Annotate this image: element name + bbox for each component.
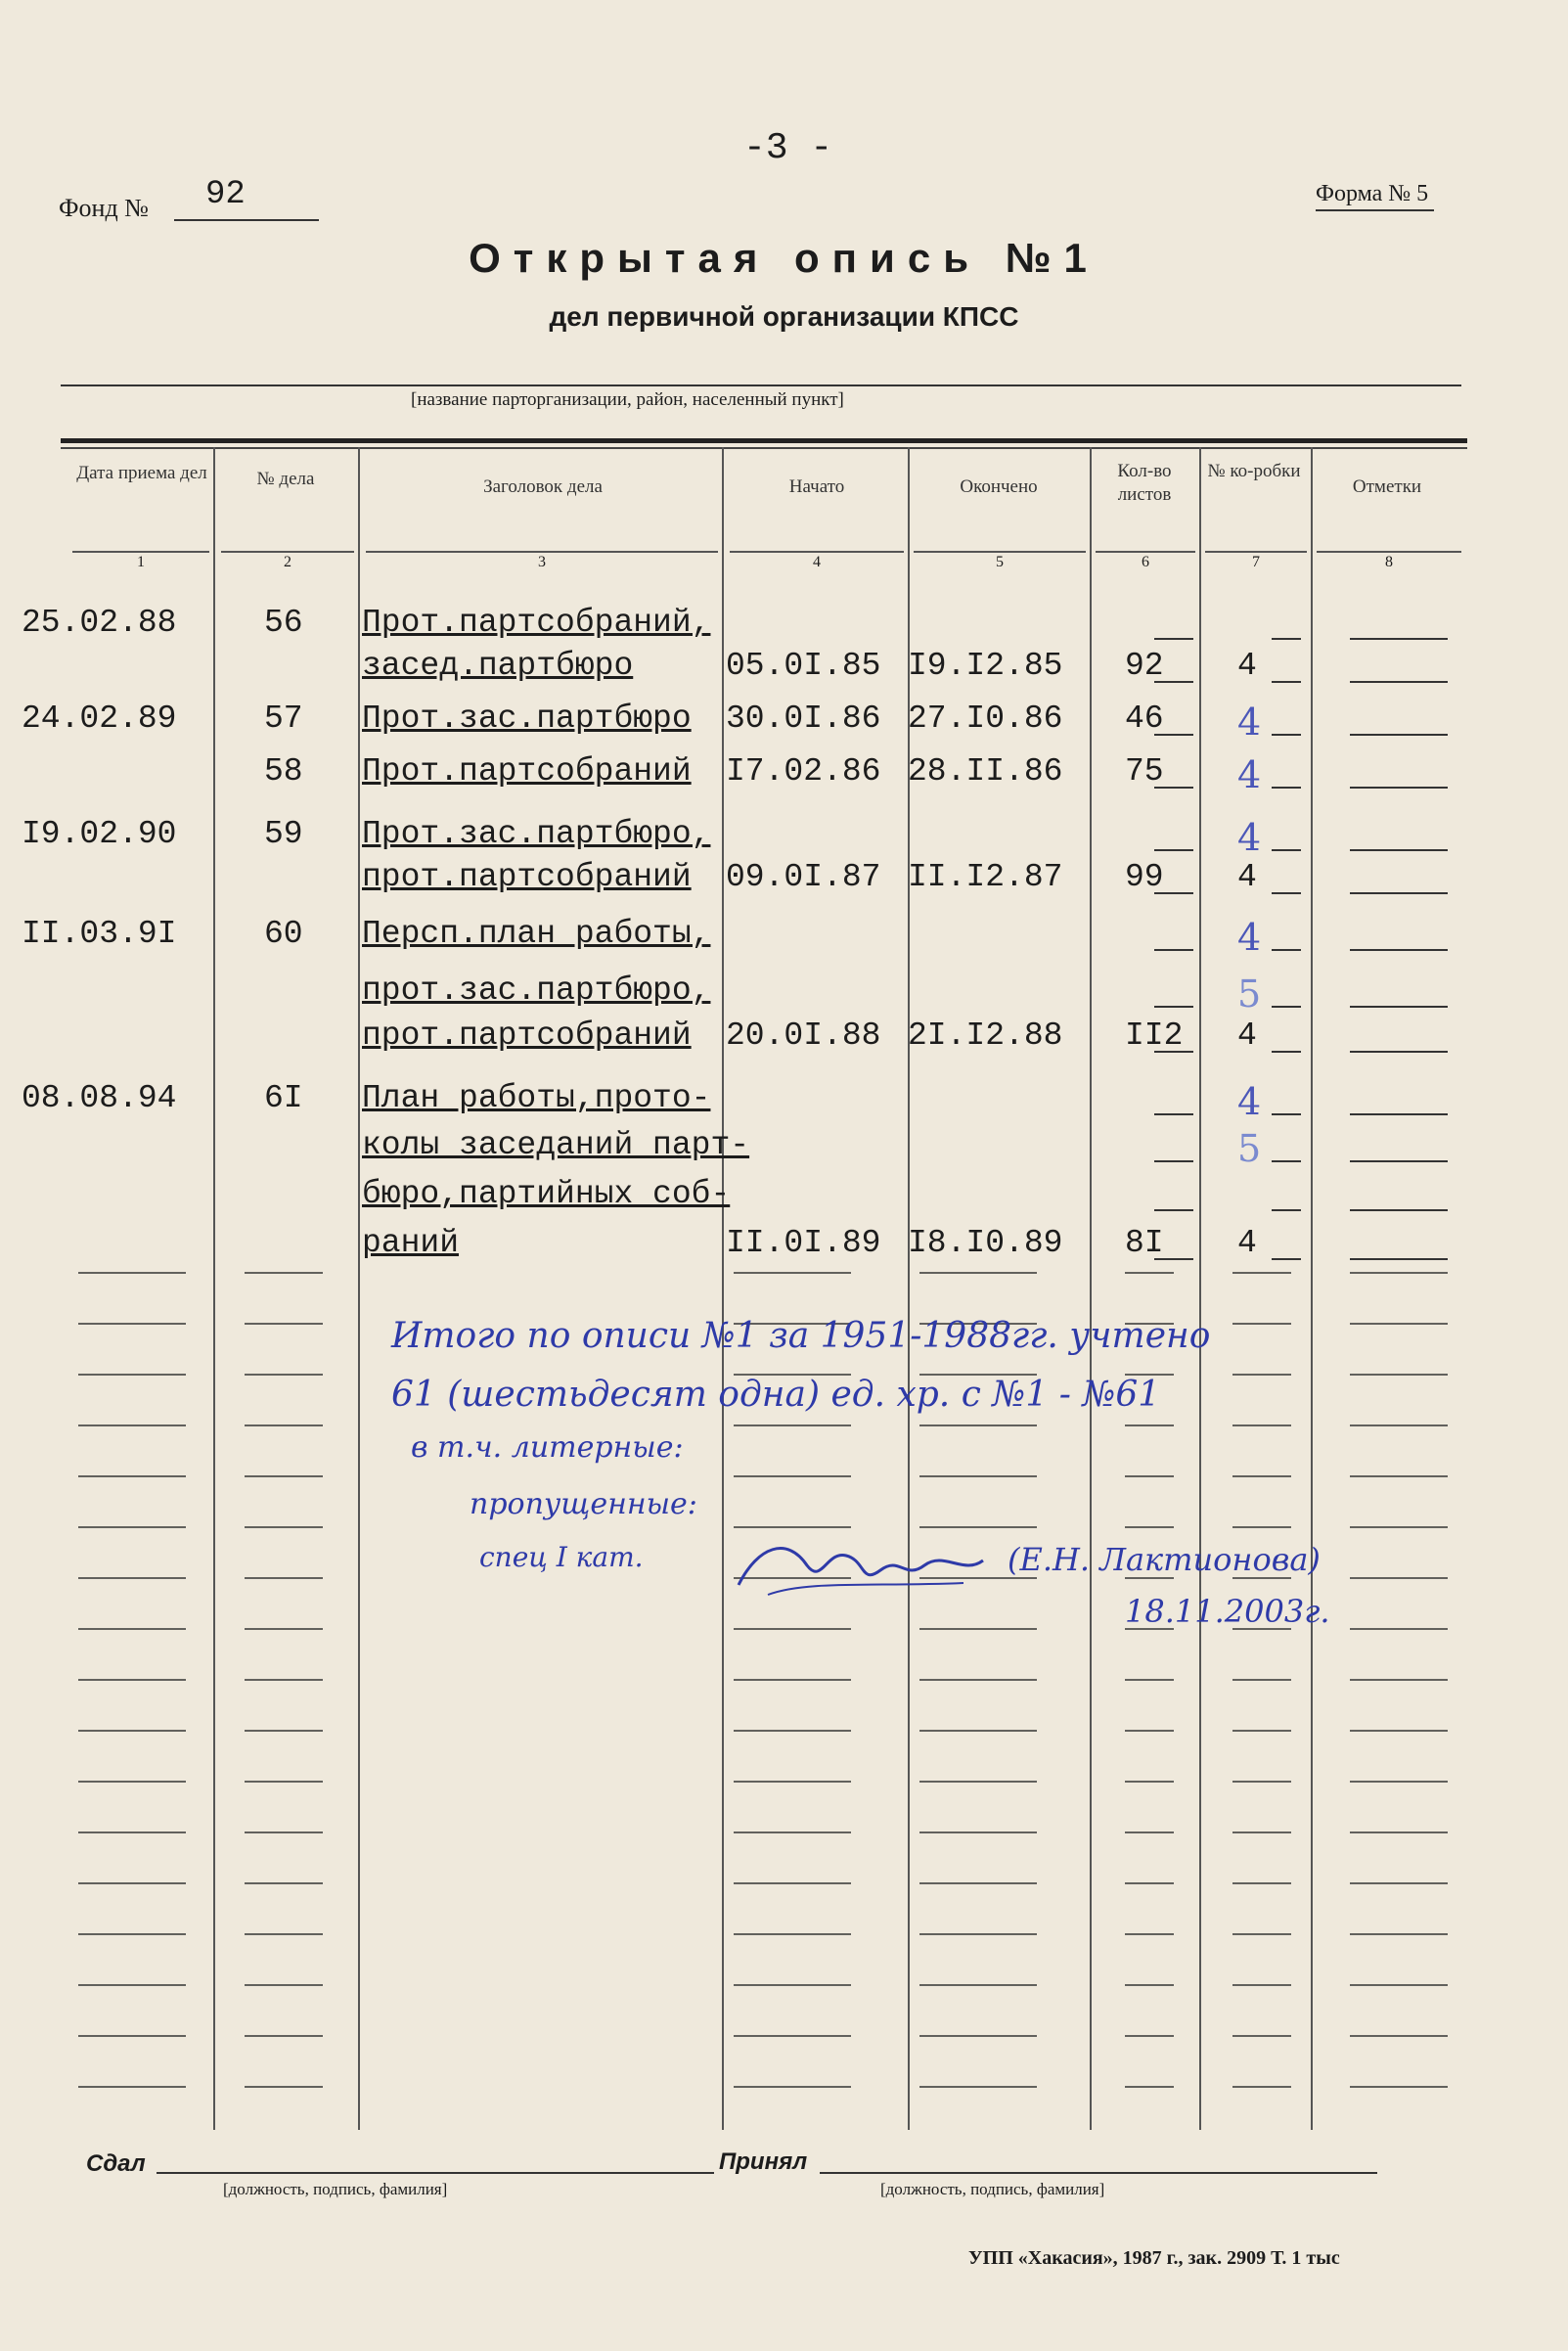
blank-dash (1350, 1577, 1448, 1579)
blank-dash (245, 1984, 323, 1986)
column-number-rule (221, 551, 354, 553)
blank-dash (1232, 1424, 1291, 1426)
blank-dash (245, 1577, 323, 1579)
date-cell: 24.02.89 (22, 701, 177, 737)
case-title-cell: раний (362, 1225, 460, 1261)
blank-dash (1232, 1730, 1291, 1732)
blank-dash (78, 1424, 186, 1426)
blank-dash (78, 1781, 186, 1783)
column-number: 3 (538, 554, 546, 570)
blank-dash (919, 1679, 1037, 1681)
blank-dash (1125, 1984, 1174, 1986)
column-divider (358, 447, 360, 2130)
box-number-cell: 5 (1237, 1127, 1262, 1170)
blank-dash (1125, 1679, 1174, 1681)
started-cell: 05.0I.85 (726, 648, 881, 684)
table-top-rule (61, 438, 1467, 443)
blank-dash (245, 1933, 323, 1935)
handwritten-position: спец I кат. (479, 1541, 644, 1573)
blank-dash (919, 1781, 1037, 1783)
blank-dash (1272, 1006, 1301, 1008)
ended-cell: II.I2.87 (908, 859, 1063, 895)
fond-label: Фонд № (59, 194, 149, 222)
handed-over-caption: [должность, подпись, фамилия] (223, 2180, 448, 2198)
case-number-cell: 58 (264, 753, 303, 790)
blank-dash (245, 1323, 323, 1325)
header-sheets: Кол-во листов (1117, 461, 1172, 505)
column-divider (1090, 447, 1092, 2130)
printer-imprint: УПП «Хакасия», 1987 г., зак. 2909 Т. 1 тыс (968, 2247, 1340, 2269)
blank-dash (78, 1628, 186, 1630)
organization-line (61, 384, 1461, 386)
box-number-cell: 4 (1237, 701, 1262, 744)
column-number: 2 (284, 554, 291, 570)
blank-dash (919, 1730, 1037, 1732)
ended-cell: 2I.I2.88 (908, 1017, 1063, 1054)
blank-dash (919, 1272, 1037, 1274)
box-number-cell: 4 (1237, 1225, 1257, 1261)
blank-dash (1125, 2035, 1174, 2037)
column-number-rule (914, 551, 1086, 553)
blank-dash (1350, 892, 1448, 894)
blank-dash (734, 1628, 851, 1630)
header-case-title: Заголовок дела (483, 476, 603, 497)
blank-dash (1350, 1258, 1448, 1260)
blank-dash (78, 1374, 186, 1376)
handwritten-total-line2: 61 (шестьдесят одна) ед. хр. с №1 - №61 (391, 1375, 1161, 1415)
box-number-cell: 4 (1237, 816, 1262, 859)
column-number: 7 (1252, 554, 1260, 570)
blank-dash (1154, 1006, 1193, 1008)
handed-over-label: Сдал (86, 2150, 146, 2177)
blank-dash (78, 1475, 186, 1477)
blank-dash (1350, 734, 1448, 736)
blank-dash (1232, 1323, 1291, 1325)
document-title: Открытая опись №1 (469, 235, 1099, 281)
header-box: № ко-робки (1207, 461, 1301, 481)
blank-dash (1350, 2086, 1448, 2088)
sheets-cell: II2 (1125, 1017, 1184, 1054)
handwritten-name: (Е.Н. Лактионова) (1008, 1541, 1321, 1578)
box-number-cell: 4 (1237, 753, 1262, 796)
case-title-cell: Прот.партсобраний, (362, 605, 711, 641)
box-number-cell: 4 (1237, 1017, 1257, 1054)
blank-dash (1232, 1984, 1291, 1986)
blank-dash (78, 2086, 186, 2088)
blank-dash (78, 1984, 186, 1986)
blank-dash (1350, 1209, 1448, 1211)
handwritten-total-line1: Итого по описи №1 за 1951-1988гг. учтено (391, 1316, 1211, 1356)
fond-underline (174, 219, 319, 221)
column-number: 1 (137, 554, 145, 570)
blank-dash (1350, 1730, 1448, 1732)
column-divider (1199, 447, 1201, 2130)
blank-dash (1350, 1374, 1448, 1376)
box-number-cell: 5 (1237, 972, 1262, 1016)
case-number-cell: 57 (264, 701, 303, 737)
blank-dash (1154, 949, 1193, 951)
blank-dash (1154, 849, 1193, 851)
blank-dash (1350, 1272, 1448, 1274)
case-title-cell: прот.партсобраний (362, 1017, 692, 1054)
handwritten-date: 18.11.2003г. (1125, 1593, 1330, 1630)
blank-dash (1125, 1882, 1174, 1884)
column-number-rule (72, 551, 209, 553)
column-divider (722, 447, 724, 2130)
received-caption: [должность, подпись, фамилия] (880, 2180, 1105, 2198)
blank-dash (734, 1831, 851, 1833)
ended-cell: 28.II.86 (908, 753, 1063, 790)
blank-dash (919, 1984, 1037, 1986)
blank-dash (1232, 2035, 1291, 2037)
column-number-rule (1205, 551, 1307, 553)
blank-dash (1272, 1209, 1301, 1211)
table-top-rule-thin (61, 447, 1467, 449)
blank-dash (245, 2086, 323, 2088)
sheets-cell: 99 (1125, 859, 1164, 895)
box-number-cell: 4 (1237, 859, 1257, 895)
column-number: 8 (1385, 554, 1393, 570)
blank-dash (919, 1628, 1037, 1630)
started-cell: II.0I.89 (726, 1225, 881, 1261)
box-number-cell: 4 (1237, 916, 1262, 959)
blank-dash (245, 2035, 323, 2037)
blank-dash (78, 1730, 186, 1732)
fond-number: 92 (205, 176, 246, 213)
blank-dash (245, 1526, 323, 1528)
blank-dash (245, 1679, 323, 1681)
blank-dash (734, 1882, 851, 1884)
header-date: Дата приема дел (76, 463, 207, 483)
organization-caption: [название парторганизации, район, населенный пункт] (411, 389, 844, 410)
column-number-rule (366, 551, 718, 553)
blank-dash (1232, 1475, 1291, 1477)
blank-dash (1125, 1475, 1174, 1477)
page-number: -3 - (743, 127, 833, 169)
blank-dash (245, 1628, 323, 1630)
blank-dash (734, 1679, 851, 1681)
blank-dash (1272, 849, 1301, 851)
blank-dash (1350, 1323, 1448, 1325)
blank-dash (78, 1679, 186, 1681)
blank-dash (1272, 1258, 1301, 1260)
blank-dash (1232, 1526, 1291, 1528)
blank-dash (1350, 1882, 1448, 1884)
blank-dash (1272, 638, 1301, 640)
case-number-cell: 56 (264, 605, 303, 641)
blank-dash (1272, 1160, 1301, 1162)
blank-dash (919, 2086, 1037, 2088)
blank-dash (919, 1475, 1037, 1477)
column-number: 5 (996, 554, 1004, 570)
blank-dash (1350, 949, 1448, 951)
blank-dash (245, 1475, 323, 1477)
started-cell: 09.0I.87 (726, 859, 881, 895)
column-number-rule (730, 551, 904, 553)
case-title-cell: Прот.зас.партбюро (362, 701, 692, 737)
blank-dash (1272, 681, 1301, 683)
blank-dash (78, 1933, 186, 1935)
blank-dash (245, 1730, 323, 1732)
started-cell: I7.02.86 (726, 753, 881, 790)
blank-dash (78, 2035, 186, 2037)
case-title-cell: колы заседаний парт- (362, 1127, 750, 1163)
blank-dash (1272, 787, 1301, 789)
sheets-cell: 75 (1125, 753, 1164, 790)
blank-dash (919, 1933, 1037, 1935)
case-number-cell: 60 (264, 916, 303, 952)
blank-dash (1350, 1831, 1448, 1833)
blank-dash (245, 1424, 323, 1426)
header-ended: Окончено (960, 476, 1038, 497)
blank-dash (1232, 1831, 1291, 1833)
column-divider (213, 447, 215, 2130)
header-notes: Отметки (1352, 476, 1422, 497)
document-subtitle: дел первичной организации КПСС (549, 301, 1019, 332)
blank-dash (1350, 1984, 1448, 1986)
column-number-rule (1317, 551, 1461, 553)
date-cell: I9.02.90 (22, 816, 177, 852)
blank-dash (1154, 1113, 1193, 1115)
blank-dash (1232, 1374, 1291, 1376)
box-number-cell: 4 (1237, 648, 1257, 684)
blank-dash (78, 1577, 186, 1579)
blank-dash (245, 1272, 323, 1274)
blank-dash (1154, 1209, 1193, 1211)
header-number: № дела (256, 469, 315, 489)
ended-cell: I9.I2.85 (908, 648, 1063, 684)
blank-dash (1232, 2086, 1291, 2088)
date-cell: 25.02.88 (22, 605, 177, 641)
blank-dash (1350, 1781, 1448, 1783)
blank-dash (1232, 1781, 1291, 1783)
blank-dash (734, 1933, 851, 1935)
sheets-cell: 46 (1125, 701, 1164, 737)
case-title-cell: прот.зас.партбюро, (362, 972, 711, 1009)
blank-dash (1350, 1679, 1448, 1681)
blank-dash (1350, 1051, 1448, 1053)
started-cell: 20.0I.88 (726, 1017, 881, 1054)
column-number: 6 (1142, 554, 1149, 570)
blank-dash (1154, 892, 1193, 894)
blank-dash (78, 1272, 186, 1274)
handwritten-signature (729, 1526, 993, 1605)
blank-dash (1125, 1781, 1174, 1783)
case-title-cell: бюро,партийных соб- (362, 1176, 731, 1212)
blank-dash (1125, 1526, 1174, 1528)
handwritten-lettered: в т.ч. литерные: (411, 1430, 684, 1465)
blank-dash (1272, 892, 1301, 894)
blank-dash (1125, 1831, 1174, 1833)
blank-dash (734, 1424, 851, 1426)
blank-dash (1154, 1160, 1193, 1162)
blank-dash (1350, 1526, 1448, 1528)
column-divider (908, 447, 910, 2130)
ended-cell: I8.I0.89 (908, 1225, 1063, 1261)
blank-dash (1154, 1258, 1193, 1260)
blank-dash (1350, 1475, 1448, 1477)
blank-dash (1350, 1628, 1448, 1630)
started-cell: 30.0I.86 (726, 701, 881, 737)
case-title-cell: Персп.план работы, (362, 916, 711, 952)
date-cell: II.03.9I (22, 916, 177, 952)
blank-dash (1125, 1424, 1174, 1426)
column-divider (1311, 447, 1313, 2130)
blank-dash (1125, 1933, 1174, 1935)
sheets-cell: 92 (1125, 648, 1164, 684)
ended-cell: 27.I0.86 (908, 701, 1063, 737)
blank-dash (1125, 2086, 1174, 2088)
blank-dash (1154, 681, 1193, 683)
case-title-cell: засед.партбюро (362, 648, 634, 684)
blank-dash (1350, 1424, 1448, 1426)
header-started: Начато (788, 476, 845, 497)
blank-dash (1350, 638, 1448, 640)
box-number-cell: 4 (1237, 1080, 1262, 1123)
case-number-cell: 59 (264, 816, 303, 852)
blank-dash (734, 2035, 851, 2037)
case-title-cell: Прот.зас.партбюро, (362, 816, 711, 852)
blank-dash (734, 1984, 851, 1986)
received-line (820, 2172, 1377, 2174)
blank-dash (1350, 1160, 1448, 1162)
blank-dash (734, 1730, 851, 1732)
blank-dash (734, 1781, 851, 1783)
blank-dash (1125, 1272, 1174, 1274)
case-title-cell: План работы,прото- (362, 1080, 711, 1116)
blank-dash (78, 1323, 186, 1325)
blank-dash (245, 1882, 323, 1884)
blank-dash (1350, 787, 1448, 789)
blank-dash (1272, 734, 1301, 736)
blank-dash (1350, 2035, 1448, 2037)
date-cell: 08.08.94 (22, 1080, 177, 1116)
blank-dash (919, 1424, 1037, 1426)
sheets-cell: 8I (1125, 1225, 1164, 1261)
blank-dash (1232, 1933, 1291, 1935)
handed-over-line (157, 2172, 714, 2174)
blank-dash (1232, 1882, 1291, 1884)
column-number-rule (1096, 551, 1195, 553)
blank-dash (919, 1882, 1037, 1884)
blank-dash (1125, 1730, 1174, 1732)
column-number: 4 (813, 554, 821, 570)
handwritten-skipped: пропущенные: (470, 1487, 697, 1521)
blank-dash (78, 1526, 186, 1528)
blank-dash (1154, 638, 1193, 640)
blank-dash (1272, 949, 1301, 951)
blank-dash (919, 2035, 1037, 2037)
blank-dash (1272, 1113, 1301, 1115)
blank-dash (1350, 849, 1448, 851)
blank-dash (734, 2086, 851, 2088)
case-number-cell: 6I (264, 1080, 303, 1116)
blank-dash (1350, 1113, 1448, 1115)
blank-dash (245, 1831, 323, 1833)
case-title-cell: Прот.партсобраний (362, 753, 692, 790)
blank-dash (78, 1882, 186, 1884)
case-title-cell: прот.партсобраний (362, 859, 692, 895)
form-number: Форма № 5 (1316, 181, 1434, 211)
blank-dash (245, 1781, 323, 1783)
blank-dash (78, 1831, 186, 1833)
blank-dash (1272, 1051, 1301, 1053)
blank-dash (734, 1272, 851, 1274)
blank-dash (245, 1374, 323, 1376)
blank-dash (734, 1475, 851, 1477)
blank-dash (1350, 1933, 1448, 1935)
blank-dash (919, 1831, 1037, 1833)
blank-dash (1154, 734, 1193, 736)
blank-dash (1350, 1006, 1448, 1008)
blank-dash (1154, 1051, 1193, 1053)
blank-dash (1154, 787, 1193, 789)
blank-dash (1232, 1679, 1291, 1681)
blank-dash (1350, 681, 1448, 683)
received-label: Принял (719, 2148, 808, 2175)
blank-dash (1232, 1272, 1291, 1274)
